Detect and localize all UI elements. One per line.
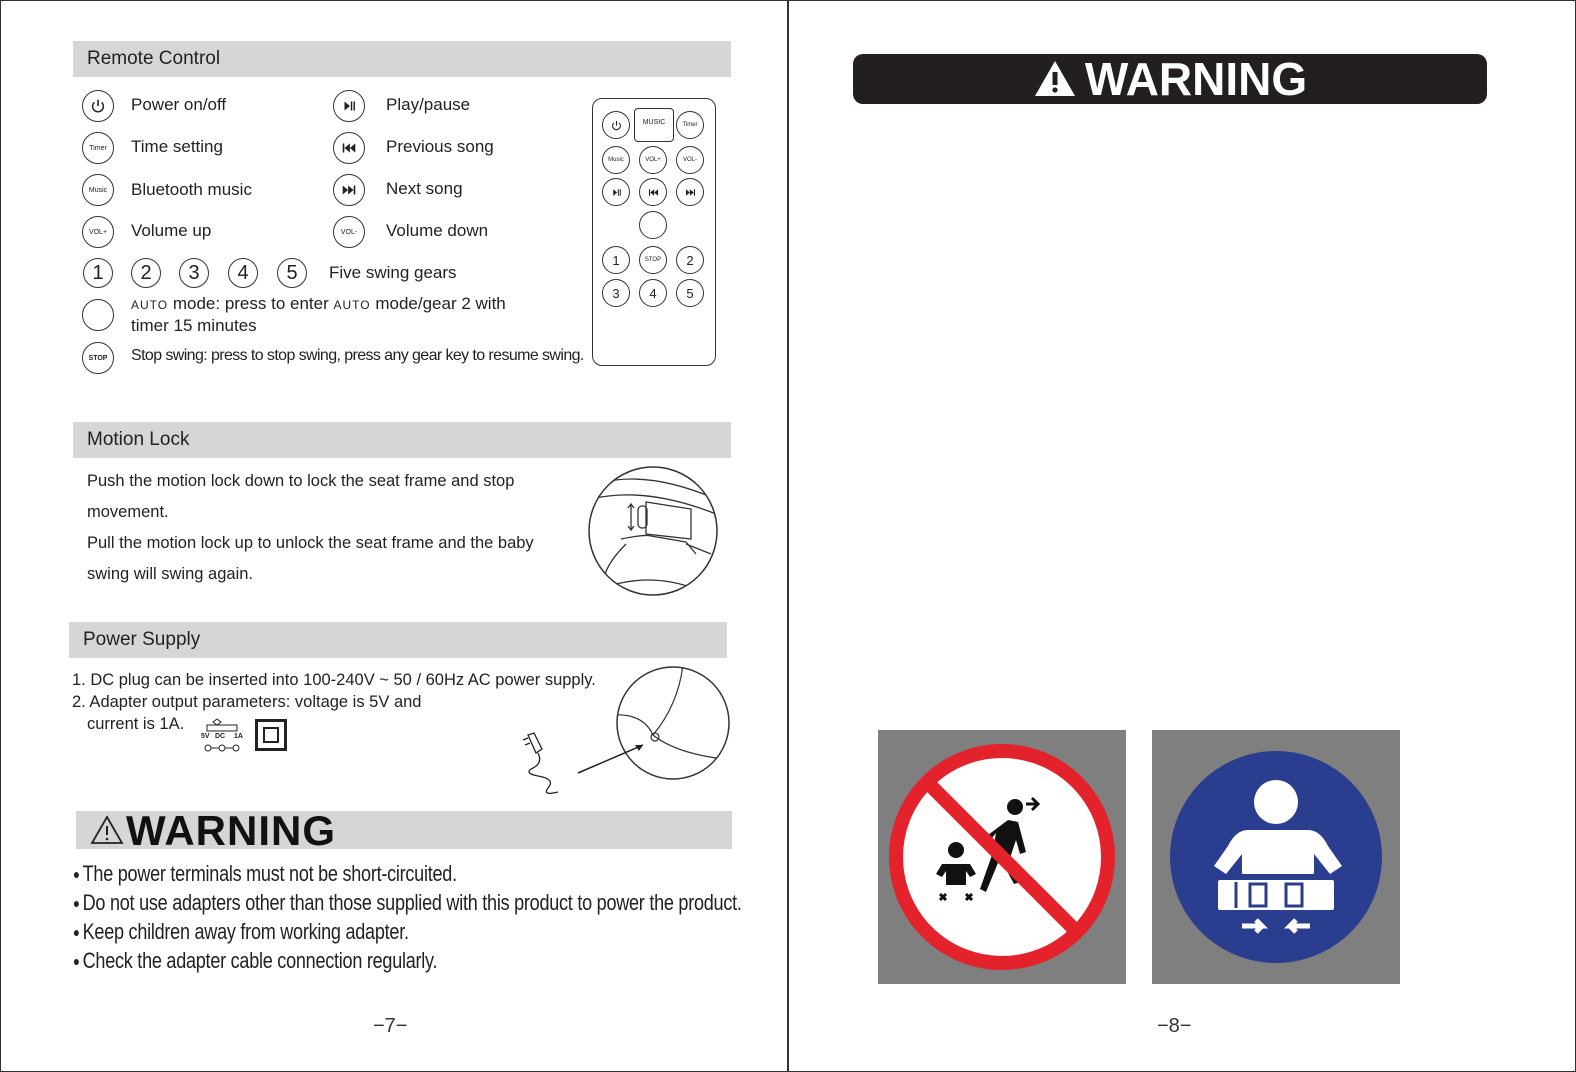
remote-timer-key: Timer [676,111,704,139]
remote-gear-1-key: 1 [602,246,630,274]
timer-button-icon: Timer [82,132,114,164]
previous-label: Previous song [386,137,494,156]
gear-5-icon: 5 [277,258,307,288]
warning-item-4: ● Check the adapter cable connection regularly. [73,948,742,977]
motion-text-3: Pull the motion lock up to unlock the seat frame and the baby [87,534,534,552]
vol-down-label: Volume down [386,221,489,240]
stop-text: Stop swing: press to stop swing, press any gear key to resume swing. [131,347,584,364]
auto-word: AUTO [131,298,169,312]
warning-item-1: ● The power terminals must not be short-circuited. [73,861,742,890]
dc-volt: 5V [201,733,210,740]
power-text-1: 1. DC plug can be inserted into 100-240V ~ 50 / 60Hz AC power supply. [72,671,596,689]
remote-play-pause-icon [602,178,630,206]
dc-amp: 1A [234,733,243,740]
use-harness-sign [1152,730,1400,984]
adapter-illustration [503,665,733,805]
motion-lock-illustration [586,464,720,598]
power-text-2: 2. Adapter output parameters: voltage is 5V and [72,693,422,711]
warning-header-title: WARNING [1084,53,1308,105]
play-pause-label: Play/pause [386,95,471,114]
remote-music-small-key: Music [602,146,630,174]
remote-control-heading: Remote Control [73,41,731,77]
gear-3-icon: 3 [179,258,209,288]
music-button-icon: Music [82,174,114,206]
remote-auto-key [639,211,667,239]
power-text-3: current is 1A. [87,715,185,733]
remote-gear-4-key: 4 [639,279,667,307]
power-icon [82,90,114,122]
auto-mode-text-line2: timer 15 minutes [131,316,257,335]
vol-down-button-icon: VOL- [333,216,365,248]
previous-icon [333,132,365,164]
remote-power-icon [602,111,630,139]
warning-header-pill [853,54,1487,104]
remote-vol-plus-key: VOL+ [639,146,667,174]
play-pause-icon [333,90,365,122]
motion-text-2: movement. [87,503,169,521]
remote-next-icon [676,178,704,206]
remote-stop-key: STOP [639,246,667,274]
auto-word-2: AUTO [333,298,371,312]
remote-previous-icon [639,178,667,206]
vol-up-button-icon: VOL+ [82,216,114,248]
gear-label: Five swing gears [329,263,457,282]
warning-item-3: ● Keep children away from working adapter. [73,919,742,948]
next-label: Next song [386,179,463,198]
auto-mode-text [131,294,506,314]
dc-polarity-symbol [199,718,245,754]
timer-label: Time setting [131,137,223,156]
gear-4-icon: 4 [228,258,258,288]
motion-text-1: Push the motion lock down to lock the seat frame and stop [87,472,515,490]
page-number-8: −8− [1157,1015,1192,1037]
warning-triangle-icon [90,815,124,845]
remote-gear-2-key: 2 [676,246,704,274]
right-page [788,0,1576,1072]
double-insulation-icon [255,719,287,751]
auto-button-icon [82,299,114,331]
gear-1-icon: 1 [83,258,113,288]
remote-gear-5-key: 5 [676,279,704,307]
page-number-7: −7− [373,1015,408,1037]
warning-item-2: ● Do not use adapters other than those supplied with this product to power the product. [73,890,742,919]
remote-music-key: MUSIC [634,108,674,142]
remote-vol-minus-key: VOL- [676,146,704,174]
warning-title: WARNING [126,807,336,854]
dc-label: DC [215,733,226,740]
power-supply-heading: Power Supply [69,622,727,658]
power-label: Power on/off [131,95,227,114]
warning-triangle-icon-white [1033,59,1077,99]
no-walking-away-sign [878,730,1126,984]
remote-illustration [592,98,716,366]
motion-text-4: swing will swing again. [87,565,253,583]
next-icon [333,174,365,206]
gear-2-icon: 2 [131,258,161,288]
remote-gear-3-key: 3 [602,279,630,307]
motion-lock-heading: Motion Lock [73,422,731,458]
auto-text-d: mode/gear 2 with [370,294,506,313]
auto-text-b: mode: press to enter [168,294,334,313]
warning-bar [76,807,732,854]
vol-up-label: Volume up [131,221,212,240]
music-label: Bluetooth music [131,180,252,199]
stop-button-icon: STOP [82,342,114,374]
warning-list [73,861,742,977]
